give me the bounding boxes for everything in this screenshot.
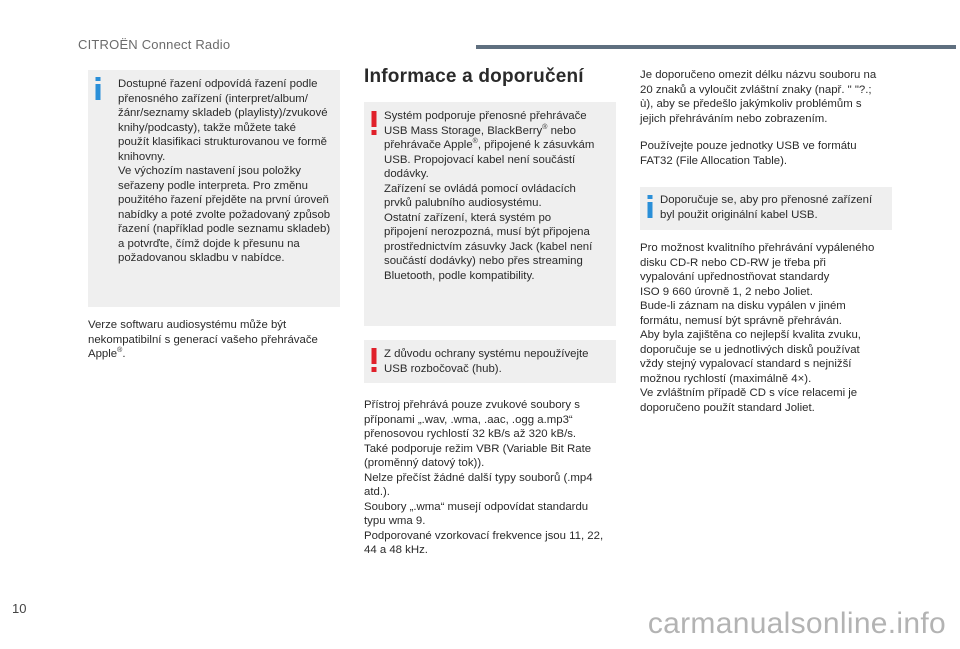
- warning-icon: [371, 111, 377, 135]
- software-note: Verze softwaru audiosystému může být nekompatibilní s generací vašeho přehrávače Apple®.: [88, 319, 318, 360]
- info-box-text: Dostupné řazení odpovídá řazení podle přenosného zařízení (interpret/album/ žánr/seznamy skladeb (playlisty)/zvukové knihy/podcasty), takže můžete také použít klasifikaci strukturovanou ve formě knihovny. Ve výchozím nastavení jsou položky seřazeny podle interpreta. Pro změnu použitého řazení přejděte na první úroveň nabídky a poté zvolte požadovaný způsob řazení (například podle seznamu skladeb) a potvrďte, čímž dojde k přesunu na požadovanou skladbu v nabídce.: [118, 78, 331, 264]
- info-icon: [95, 77, 102, 100]
- info-box-cable: [640, 187, 892, 230]
- file-format-paragraph: Přístroj přehrává pouze zvukové soubory s příponami „.wav, .wma, .aac, .ogg a.mp3“ přenosovou rychlostí 32 kB/s až 320 kB/s. Také podporuje režim VBR (Variable Bit Rate (proměnný datový tok)). Nelze přečíst žádné další typy souborů (.mp4 atd.). Soubory „.wma“ musejí odpovídat standardu typu wma 9. Podporované vzorkovací frekvence jsou 11, 22, 44 a 48 kHz.: [364, 399, 604, 556]
- filename-paragraph: Je doporučeno omezit délku názvu souboru na 20 znaků a vyloučit zvláštní znaky (např. " "?.; ù), aby se předešlo jakýmkoliv problémům s jejich přehráváním nebo zobrazením.: [640, 69, 877, 125]
- warning-box-text: Systém podporuje přenosné přehrávače USB Mass Storage, BlackBerry® nebo přehrávače Apple®, připojené k zásuvkám USB. Propojovací kabel není součástí dodávky. Zařízení se ovládá pomocí ovládacích prvků palubního audiosystému. Ostatní zařízení, která systém po připojení nerozpozná, musí být připojena prostřednictvím zásuvky Jack (kabel není součástí dodávky) nebo přes streaming Bluetooth, podle kompatibility.: [384, 110, 595, 282]
- warning-icon: [371, 348, 377, 372]
- header-bar: [476, 45, 956, 49]
- fat32-paragraph: Používejte pouze jednotky USB ve formátu FAT32 (File Allocation Table).: [640, 140, 857, 167]
- page-number: 10: [12, 601, 27, 616]
- info-box-cable-text: Doporučuje se, aby pro přenosné zařízení byl použit originální kabel USB.: [660, 194, 873, 221]
- info-box: [88, 70, 340, 307]
- cd-paragraph: Pro možnost kvalitního přehrávání vypáleného disku CD-R nebo CD-RW je třeba při vypalování upřednostňovat standardy ISO 9 660 úrovně 1, 2 nebo Joliet. Bude-li záznam na disku vypálen v jiném formátu, nemusí být správně přehráván. Aby byla zajištěna co nejlepší kvalita zvuku, doporučuje se u jednotlivých disků používat vždy stejný vypalovací standard s nejnižší možnou rychlostí (maximálně 4×). Ve zvláštním případě CD s více relacemi je doporučeno použít standard Joliet.: [640, 242, 875, 414]
- manual-title: CITROËN Connect Radio: [78, 37, 231, 52]
- info-icon: [647, 195, 654, 218]
- warning-box: [364, 102, 616, 326]
- warning-box-hub-text: Z důvodu ochrany systému nepoužívejte USB rozbočovač (hub).: [384, 348, 589, 375]
- watermark: carmanualsonline.info: [647, 607, 946, 640]
- warning-box-hub: [364, 340, 616, 383]
- section-heading: Informace a doporučení: [364, 66, 584, 87]
